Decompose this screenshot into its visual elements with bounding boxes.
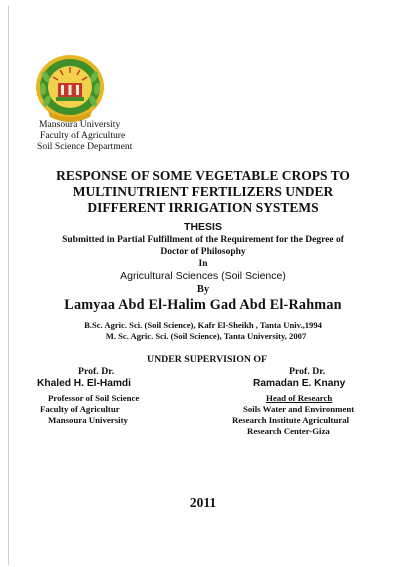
left-supervisor-name: Khaled H. El-Hamdi	[37, 378, 131, 389]
degree-name: Doctor of Philosophy	[160, 247, 246, 257]
degree-bsc: B.Sc. Agric. Sci. (Soil Science), Kafr El-Sheikh , Tanta Univ.,1994	[84, 320, 322, 330]
submission-statement: Submitted in Partial Fulfillment of the Requirement for the Degree of	[62, 235, 344, 245]
left-supervisor-position: Professor of Soil Science	[48, 393, 140, 403]
degree-msc: M. Sc. Agric. Sci. (Soil Science), Tanta University, 2007	[105, 331, 307, 341]
right-supervisor-name: Ramadan E. Knany	[253, 378, 346, 389]
right-supervisor-institute: Research Institute Agricultural	[232, 415, 350, 425]
left-supervisor-title: Prof. Dr.	[78, 366, 115, 377]
thesis-title-line-1: RESPONSE OF SOME VEGETABLE CROPS TO	[56, 168, 350, 183]
university-name: Mansoura University	[39, 119, 121, 130]
right-supervisor-position: Head of Research	[266, 393, 333, 403]
supervision-heading: UNDER SUPERVISION OF	[147, 354, 267, 365]
right-supervisor-dept: Soils Water and Environment	[243, 404, 355, 414]
university-emblem-icon	[34, 53, 106, 123]
thesis-label: THESIS	[184, 221, 222, 233]
faculty-name: Faculty of Agriculture	[40, 130, 126, 141]
left-supervisor-university: Mansoura University	[48, 415, 128, 425]
by-label: By	[196, 284, 210, 295]
left-supervisor-faculty: Faculty of Agricultur	[40, 404, 120, 414]
right-supervisor-title: Prof. Dr.	[289, 366, 326, 377]
publication-year: 2011	[189, 495, 217, 510]
thesis-title-line-3: DIFFERENT IRRIGATION SYSTEMS	[87, 200, 319, 215]
in-label: In	[198, 259, 208, 269]
author-name: Lamyaa Abd El-Halim Gad Abd El-Rahman	[64, 297, 342, 313]
department-name: Soil Science Department	[37, 141, 133, 152]
right-supervisor-center: Research Center-Giza	[247, 426, 330, 436]
field-of-study: Agricultural Sciences (Soil Science)	[120, 270, 286, 282]
thesis-title-line-2: MULTINUTRIENT FERTILIZERS UNDER	[72, 184, 334, 199]
